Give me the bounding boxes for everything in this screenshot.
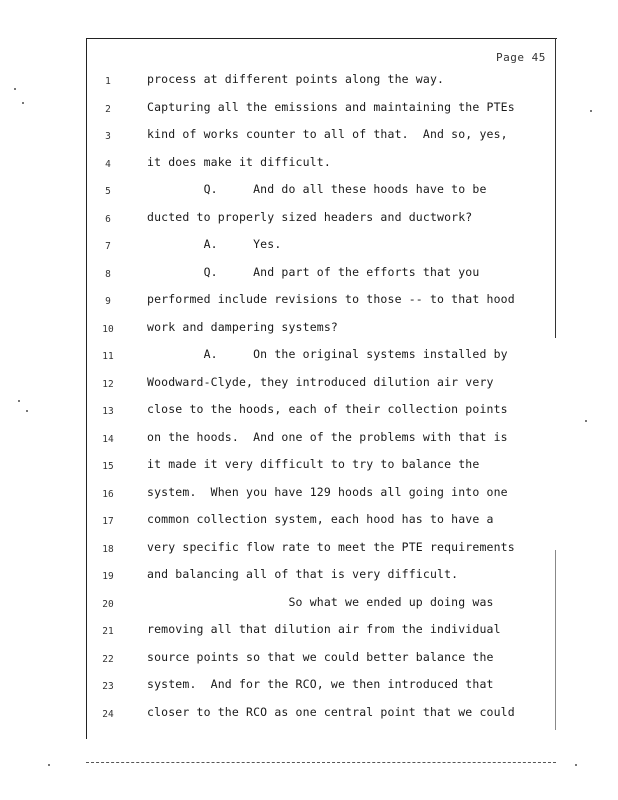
line-text: work and dampering systems? <box>147 319 338 334</box>
transcript-line <box>0 347 560 365</box>
scan-speck <box>48 764 50 766</box>
line-text: on the hoods. And one of the problems with that is <box>147 429 508 444</box>
line-number: 5 <box>105 186 111 197</box>
line-number: 3 <box>105 131 111 142</box>
transcript-line <box>0 430 560 448</box>
line-number: 10 <box>102 323 114 335</box>
line-number: 11 <box>102 351 114 362</box>
scan-speck <box>14 88 16 90</box>
transcript-line <box>0 292 560 310</box>
transcript-line <box>0 100 560 118</box>
line-number: 9 <box>105 296 111 307</box>
line-number: 7 <box>105 241 111 252</box>
line-number: 13 <box>102 406 114 417</box>
transcript-line <box>0 127 560 145</box>
transcript-line <box>0 485 560 503</box>
line-number: 15 <box>102 461 114 472</box>
line-text: Woodward-Clyde, they introduced dilution air very <box>147 374 494 389</box>
transcript-line <box>0 402 560 420</box>
line-text: closer to the RCO as one central point that we could <box>147 704 515 719</box>
scan-speck <box>18 400 20 402</box>
transcript-line <box>0 540 560 558</box>
line-text: A. Yes. <box>147 237 282 251</box>
line-number: 24 <box>102 708 114 720</box>
scan-speck <box>575 764 577 766</box>
line-number: 4 <box>105 158 111 170</box>
line-text: close to the hoods, each of their collection points <box>147 402 508 416</box>
page-number: Page 45 <box>496 51 546 64</box>
transcript-line <box>0 182 560 200</box>
line-text: kind of works counter to all of that. And so, yes, <box>147 127 508 141</box>
line-number: 17 <box>102 516 114 527</box>
transcript-line <box>0 457 560 475</box>
line-text: it does make it difficult. <box>147 154 331 169</box>
transcript-line <box>0 512 560 530</box>
line-number: 2 <box>105 103 111 115</box>
line-number: 6 <box>105 213 111 225</box>
line-number: 14 <box>102 433 114 445</box>
line-number: 16 <box>102 488 114 500</box>
transcript-line <box>0 375 560 393</box>
line-text: Q. And part of the efforts that you <box>147 264 480 279</box>
line-text: system. When you have 129 hoods all going into one <box>147 484 508 499</box>
transcript-line <box>0 595 560 613</box>
transcript-line <box>0 650 560 668</box>
line-number: 19 <box>102 571 114 582</box>
scan-speck <box>585 420 587 422</box>
scan-speck <box>590 110 592 112</box>
transcript-line <box>0 155 560 173</box>
transcript-line <box>0 622 560 640</box>
line-number: 8 <box>105 268 111 280</box>
line-text: Q. And do all these hoods have to be <box>147 182 487 196</box>
line-text: Capturing all the emissions and maintaining the PTEs <box>147 99 515 114</box>
line-number: 23 <box>102 681 114 692</box>
line-text: ducted to properly sized headers and ductwork? <box>147 209 473 224</box>
transcript-line <box>0 320 560 338</box>
scan-speck <box>22 102 24 104</box>
transcript-line <box>0 237 560 255</box>
transcript-line <box>0 705 560 723</box>
line-text: removing all that dilution air from the individual <box>147 622 501 636</box>
transcript-line <box>0 677 560 695</box>
line-text: very specific flow rate to meet the PTE requirements <box>147 539 515 554</box>
line-text: and balancing all of that is very difficult. <box>147 567 459 581</box>
transcript-line <box>0 72 560 90</box>
transcript-line <box>0 265 560 283</box>
line-number: 21 <box>102 626 114 637</box>
line-text: it made it very difficult to try to balance the <box>147 457 480 471</box>
line-number: 1 <box>105 76 111 87</box>
scan-speck <box>26 410 28 412</box>
line-number: 22 <box>102 653 114 665</box>
line-text: source points so that we could better balance the <box>147 649 494 664</box>
line-text: So what we ended up doing was <box>147 594 494 609</box>
line-text: process at different points along the way. <box>147 72 445 86</box>
line-text: A. On the original systems installed by <box>147 347 508 361</box>
line-text: system. And for the RCO, we then introduced that <box>147 677 494 691</box>
page-bottom-rule <box>86 762 556 763</box>
line-text: common collection system, each hood has to have a <box>147 512 494 526</box>
line-number: 12 <box>102 378 114 390</box>
line-number: 20 <box>102 598 114 610</box>
line-number: 18 <box>102 543 114 555</box>
line-text: performed include revisions to those -- to that hood <box>147 292 515 306</box>
transcript-line <box>0 210 560 228</box>
transcript-line <box>0 567 560 585</box>
